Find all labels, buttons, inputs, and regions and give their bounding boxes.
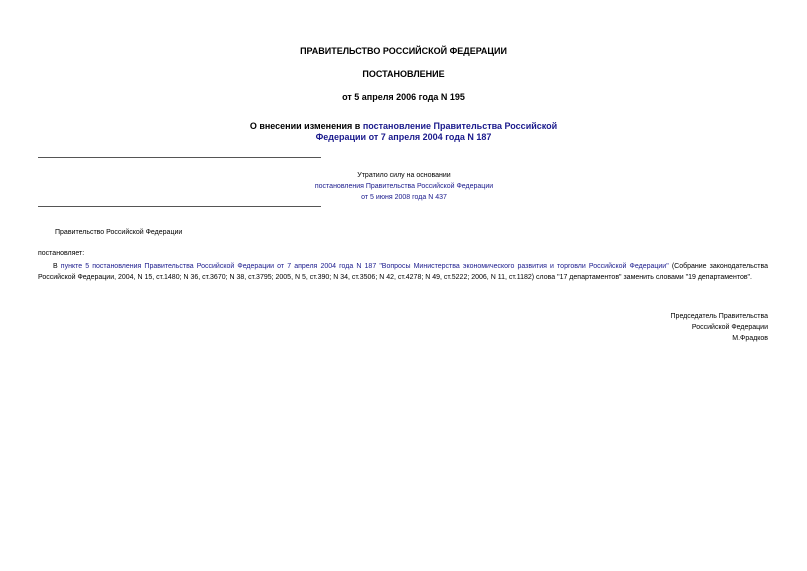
signature-block [671, 311, 768, 344]
paragraph-prefix: В [53, 263, 61, 270]
document-date-number: от 5 апреля 2006 года N 195 [342, 92, 465, 102]
divider-top [38, 157, 321, 158]
signature-position-line2: Российской Федерации [691, 324, 768, 331]
decree-word: постановляет: [38, 250, 85, 257]
divider-bottom [38, 206, 321, 207]
signature-position-line1: Председатель Правительства [670, 313, 768, 320]
document-type: ПОСТАНОВЛЕНИЕ [362, 69, 445, 79]
issuer-text: Правительство Российской Федерации [55, 229, 183, 236]
repeal-note-line1: Утратило силу на основании [357, 172, 451, 179]
repeal-note [304, 170, 504, 203]
main-paragraph [38, 261, 768, 283]
document-title [0, 121, 807, 143]
signature-name: М.Фрадков [732, 335, 768, 342]
paragraph-link-decree-187[interactable]: пункте 5 постановления Правительства Российской Федерации от 7 апреля 2004 года N 187 "Вопросы Министерства экономического развития и торговли Российской Федерации" [60, 263, 669, 270]
repeal-note-link-date[interactable]: от 5 июня 2008 года N 437 [361, 194, 447, 201]
repeal-note-link[interactable]: постановления Правительства Российской Федерации [314, 183, 494, 190]
title-prefix: О внесении изменения в [249, 121, 363, 131]
title-link-amended-decree-line2[interactable]: Федерации от 7 апреля 2004 года N 187 [315, 132, 492, 142]
government-heading: ПРАВИТЕЛЬСТВО РОССИЙСКОЙ ФЕДЕРАЦИИ [300, 46, 507, 56]
title-link-amended-decree[interactable]: постановление Правительства Российской [362, 121, 558, 131]
paragraph-rest: (Собрание законодательства Российской Федерации, 2004, N 15, ст.1480; N 36, ст.3670; N 38, ст.3795; 2005, N 5, ст.390; N 34, ст.3506; N 42, ст.4278; N 49, ст.5222; 2006, N 11, ст.1182) слова "17 департаментов" заменить словами "19 департаментов". [38, 263, 769, 281]
